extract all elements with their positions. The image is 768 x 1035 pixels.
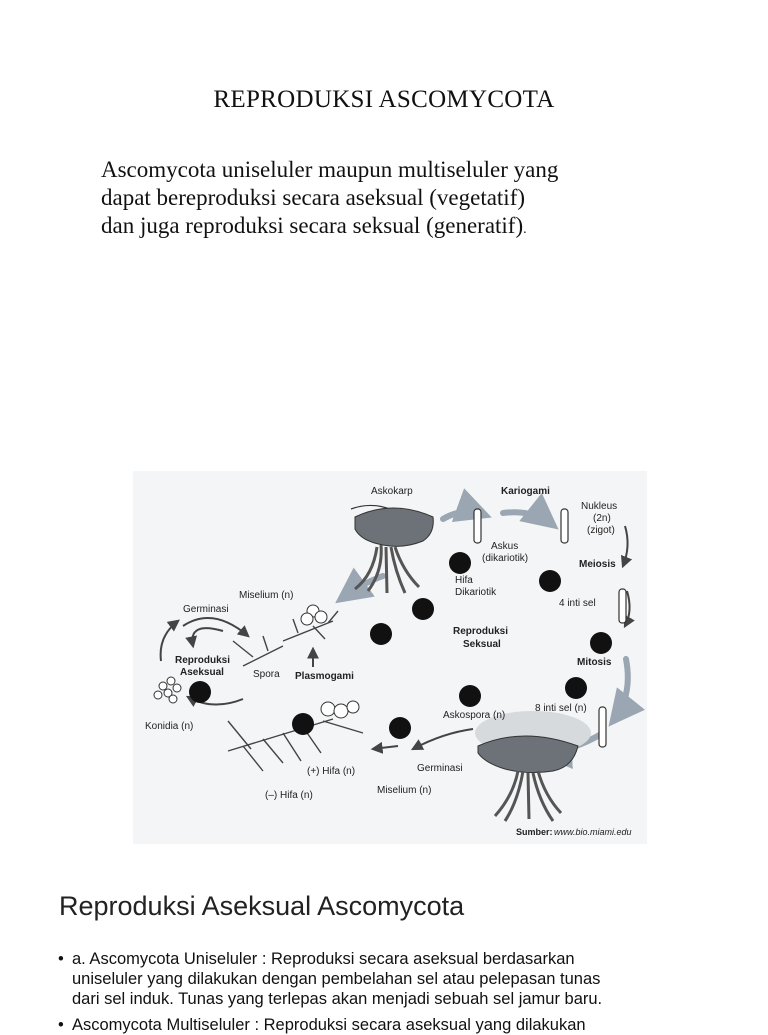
intro-line-text: dan juga reproduksi secara seksual (generatif) xyxy=(101,213,524,238)
label-minus-hifa: (–) Hifa (n) xyxy=(265,790,313,801)
label-sumber: Sumber: xyxy=(516,827,553,837)
bullet-line: dari sel induk. Tunas yang terlepas akan menjadi sebuah sel jamur baru. xyxy=(72,990,603,1008)
intro-line xyxy=(101,212,721,244)
ascocarp-top xyxy=(351,505,433,593)
bullet-item xyxy=(58,949,718,1009)
label-dikariotik: (dikariotik) xyxy=(482,553,529,564)
bullet-line: uniseluler yang dilakukan dengan pembelahan sel atau pelepasan tunas xyxy=(72,970,601,988)
life-cycle-diagram xyxy=(133,471,647,844)
label-askus: Askus xyxy=(491,541,519,552)
label-nukleus-2n: (2n) xyxy=(593,513,611,524)
label-meiosis: Meiosis xyxy=(579,559,616,570)
label-miselium-top: Miselium (n) xyxy=(239,590,294,601)
label-sumber-url: www.bio.miami.edu xyxy=(554,827,632,837)
life-cycle-figure xyxy=(133,471,647,844)
label-mitosis: Mitosis xyxy=(577,657,612,668)
bullet-list xyxy=(58,949,718,1035)
intro-paragraph xyxy=(101,156,721,244)
section-title: Reproduksi Aseksual Ascomycota xyxy=(59,891,465,921)
intro-end-mark: . xyxy=(523,222,527,237)
label-kariogami: Kariogami xyxy=(501,486,550,497)
label-reproduksi-aseksual-2: Aseksual xyxy=(180,667,224,678)
bullet-item xyxy=(58,1015,718,1035)
bullet-mark: • xyxy=(58,950,64,968)
label-plasmogami: Plasmogami xyxy=(295,671,354,682)
label-germinasi-bottom: Germinasi xyxy=(417,763,463,774)
label-askospora: Askospora (n) xyxy=(443,710,506,721)
label-konidia: Konidia (n) xyxy=(145,721,194,732)
label-8-inti-sel: 8 inti sel (n) xyxy=(535,703,587,714)
label-hifa: Hifa xyxy=(455,575,473,586)
label-nukleus: Nukleus xyxy=(581,501,618,512)
conidia-cluster xyxy=(154,677,181,703)
label-askokarp: Askokarp xyxy=(371,486,413,497)
label-spora: Spora xyxy=(253,669,280,680)
label-reproduksi-aseksual-1: Reproduksi xyxy=(175,655,231,666)
bullet-line: a. Ascomycota Uniseluler : Reproduksi secara aseksual berdasarkan xyxy=(72,950,575,968)
label-miselium-bottom: Miselium (n) xyxy=(377,785,432,796)
label-reproduksi-seksual-2: Seksual xyxy=(463,639,501,650)
label-4-inti-sel: 4 inti sel xyxy=(559,598,596,609)
ascocarp-bottom xyxy=(475,711,591,821)
bullet-line: Ascomycota Multiseluler : Reproduksi secara aseksual yang dilakukan xyxy=(72,1016,586,1034)
page-title: REPRODUKSI ASCOMYCOTA xyxy=(213,86,555,113)
label-dikariotik2: Dikariotik xyxy=(455,587,497,598)
label-plus-hifa: (+) Hifa (n) xyxy=(307,766,356,777)
label-germinasi-left: Germinasi xyxy=(183,604,229,615)
bullet-mark: • xyxy=(58,1016,64,1034)
label-zigot: (zigot) xyxy=(587,525,615,536)
intro-line: dapat bereproduksi secara aseksual (vegetatif) xyxy=(101,185,526,210)
intro-line: Ascomycota uniseluler maupun multiseluler yang xyxy=(101,157,559,182)
label-reproduksi-seksual-1: Reproduksi xyxy=(453,626,509,637)
